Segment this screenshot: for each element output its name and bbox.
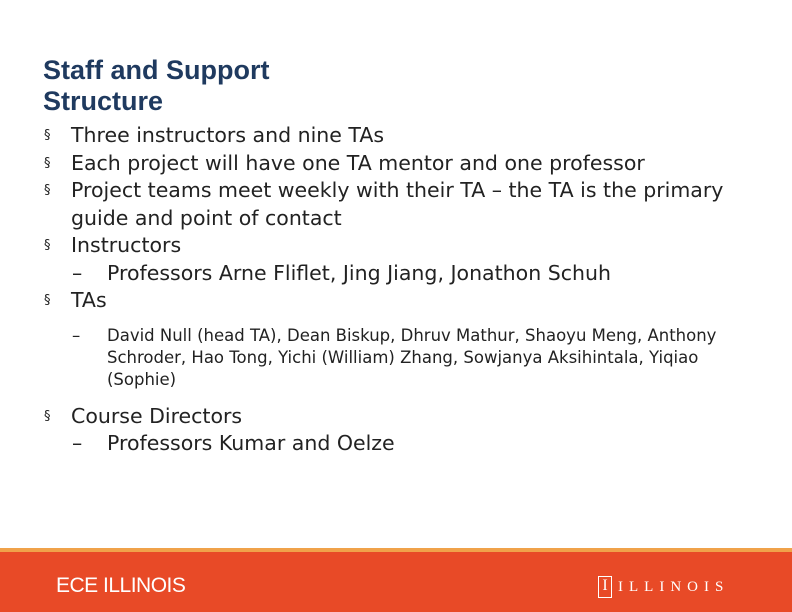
bullet-text: TAs <box>71 288 107 312</box>
footer-bar <box>0 548 792 612</box>
illinois-logo-text: ILLINOIS <box>618 578 730 595</box>
bullet-item <box>44 403 744 431</box>
dash-icon: – <box>72 325 81 345</box>
bullet-text: Instructors <box>71 233 182 257</box>
slide-title: Staff and Support Structure <box>43 55 270 116</box>
sub-item-text: Professors Kumar and Oelze <box>107 431 395 455</box>
dash-icon: – <box>72 431 83 455</box>
illinois-logo <box>598 576 729 598</box>
sub-item-text: Professors Arne Fliflet, Jing Jiang, Jonathon Schuh <box>107 260 611 285</box>
bullet-icon: § <box>44 293 51 308</box>
dash-icon: – <box>72 260 83 285</box>
bullet-icon: § <box>44 155 51 171</box>
ece-illinois-logo: ECE ILLINOIS <box>56 574 186 597</box>
bullet-text: Each project will have one TA mentor and one professor <box>71 150 645 175</box>
block-i-icon: I <box>598 576 612 598</box>
sub-item <box>44 325 744 391</box>
bullet-icon: § <box>44 183 51 198</box>
bullet-item <box>44 287 744 315</box>
sub-item-text: David Null (head TA), Dean Biskup, Dhruv Mathur, Shaoyu Meng, Anthony Schroder, Hao Tong, Yichi (William) Zhang, Sowjanya Aksihintala, Yiqiao (Sophie) <box>107 325 717 389</box>
bullet-text: Project teams meet weekly with their TA – the TA is the primary guide and point of contact <box>71 178 724 230</box>
bullet-text: Course Directors <box>71 403 243 428</box>
bullet-icon: § <box>44 408 51 424</box>
bullet-item <box>44 232 744 260</box>
bullet-item <box>44 122 744 150</box>
bullet-icon: § <box>44 128 51 143</box>
bullet-text: Three instructors and nine TAs <box>71 123 385 147</box>
bullet-item <box>44 177 744 232</box>
sub-item <box>44 260 744 288</box>
sub-item <box>44 430 744 458</box>
slide-content <box>44 122 744 458</box>
bullet-icon: § <box>44 238 51 253</box>
bullet-item <box>44 150 744 178</box>
